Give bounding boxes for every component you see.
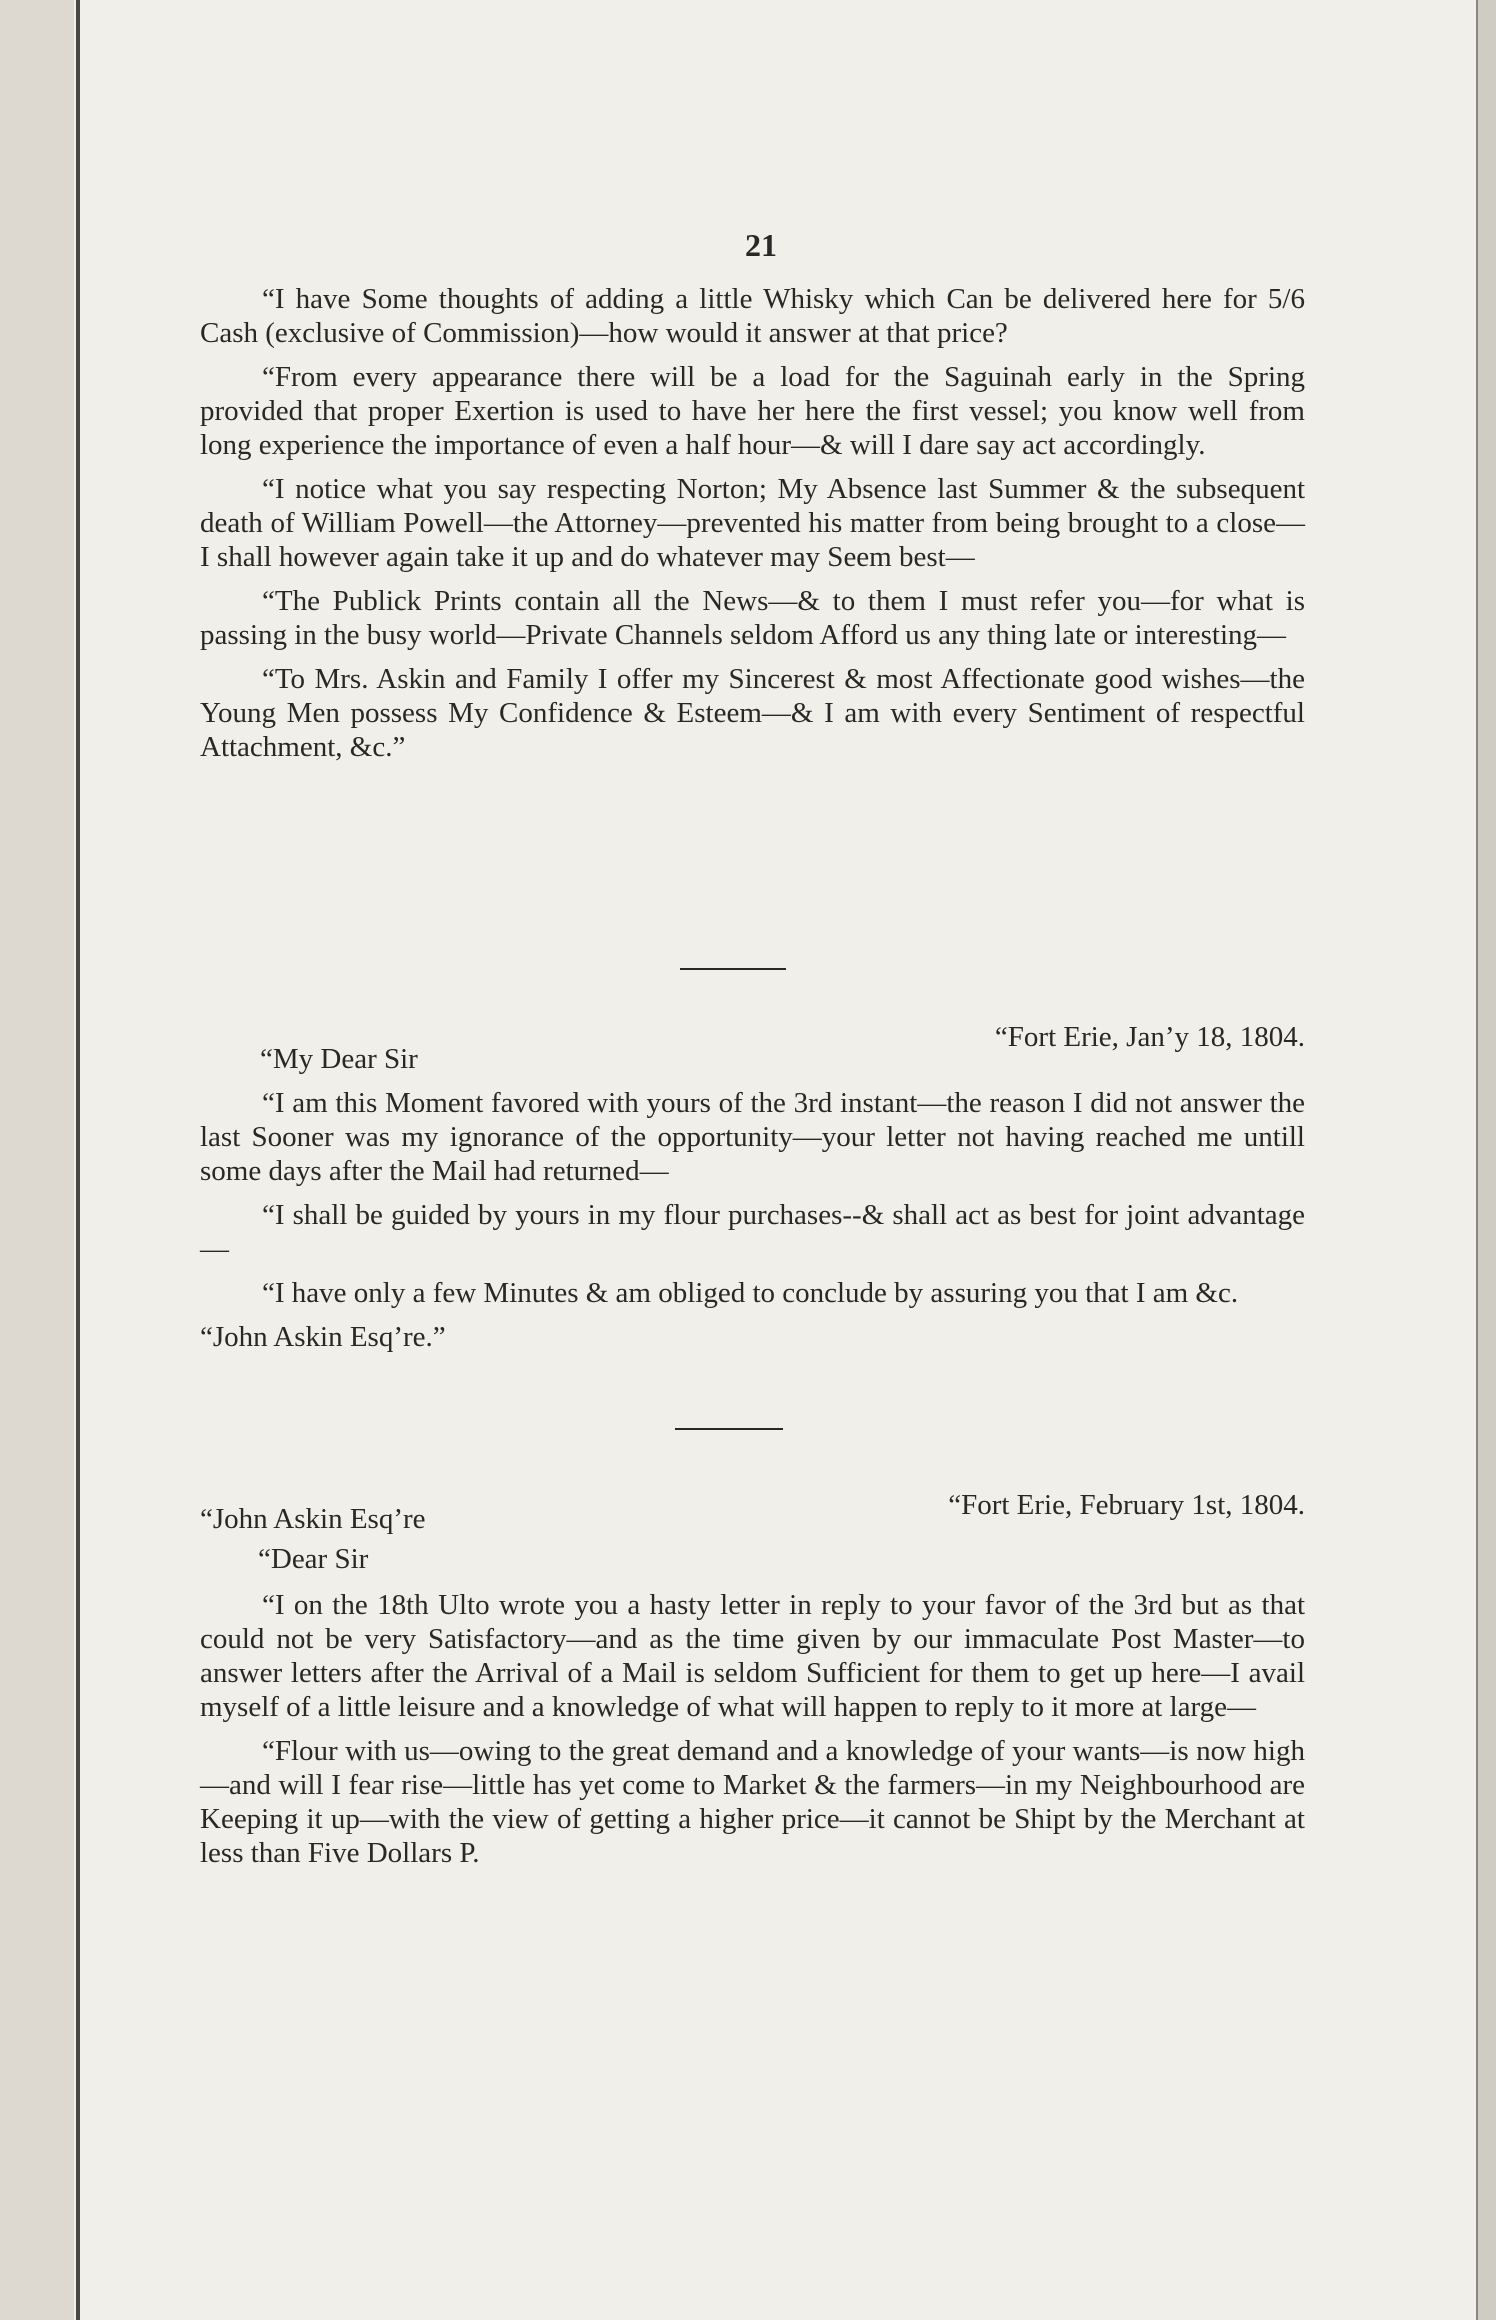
paragraph: “From every appearance there will be a load for the Saguinah early in the Spring provided that proper Exertion is used to have her here the first vessel; you know well from long experience the importance of even a half hour—& will I dare say act accordingly.	[200, 361, 1305, 461]
paragraph: “The Publick Prints contain all the News—& to them I must refer you—for what is passing in the busy world—Private Channels seldom Afford us any thing late or interesting—	[200, 585, 1305, 651]
paragraph: “I on the 18th Ulto wrote you a hasty letter in reply to your favor of the 3rd but as that could not be very Satisfactory—and as the time given by our immaculate Post Master—to answer letters after the Arrival of a Mail is seldom Sufficient for them to get up here—I avail myself of a little leisure and a knowledge of what will happen to reply to it more at large—	[200, 1589, 1305, 1723]
letter-2-body	[200, 1086, 1305, 1364]
letter-3-body	[200, 1588, 1305, 1880]
section-divider	[675, 1428, 783, 1430]
paragraph: “I have only a few Minutes & am obliged to conclude by assuring you that I am &c.	[262, 1277, 1239, 1309]
section-divider	[680, 968, 786, 970]
letter-2-salutation: “My Dear Sir	[260, 1043, 418, 1075]
letter-3-addressee: “John Askin Esq’re	[200, 1503, 426, 1535]
paragraph: “I have Some thoughts of adding a little Whisky which Can be delivered here for 5/6 Cash (exclusive of Commission)—how would it answer at that price?	[200, 283, 1305, 349]
letter-2-dateline: “Fort Erie, Jan’y 18, 1804.	[994, 1021, 1305, 1053]
letter-3-salutation: “Dear Sir	[258, 1543, 369, 1575]
paragraph: “I am this Moment favored with yours of the 3rd instant—the reason I did not answer the last Sooner was my ignorance of the opportunity—your letter not having reached me untill some days after the Mail had returned—	[200, 1087, 1305, 1187]
paragraph: “To Mrs. Askin and Family I offer my Sincerest & most Affectionate good wishes—the Young Men possess My Confidence & Esteem—& I am with every Sentiment of respectful Attachment, &c.”	[200, 663, 1305, 763]
letter-2-closing: “John Askin Esq’re.”	[200, 1321, 446, 1353]
paragraph: “I shall be guided by yours in my flour purchases--& shall act as best for joint advantage—	[200, 1199, 1305, 1265]
left-scan-margin	[0, 0, 74, 2320]
paragraph: “Flour with us—owing to the great demand and a knowledge of your wants—is now high—and will I fear rise—little has yet come to Market & the farmers—in my Neighbourhood are Keeping it up—with the view of getting a higher price—it cannot be Shipt by the Merchant at less than Five Dollars P.	[200, 1735, 1305, 1869]
letter-3-dateline: “Fort Erie, February 1st, 1804.	[948, 1489, 1305, 1521]
paragraph: “I notice what you say respecting Norton; My Absence last Summer & the subsequent death of William Powell—the Attorney—prevented his matter from being brought to a close—I shall however again take it up and do whatever may Seem best—	[200, 473, 1305, 573]
scanned-page: 21 “I have Some thoughts of adding a little Whisky which Can be delivered here for 5/6 Cash (exclusive of Commission)—how would it answer at that price? “From every appearance there will be a load for the Saguinah early in the Spring provided that proper Exertion is used to have her here the first vessel; you know well from long experience the importance of even a half hour—& will I dare say act accordingly. “I notice what you say respecting Norton; My Absence last Summer & the subsequent death of William Powell—the Attorney—prevented his matter from being brought to a close—I shall however again take it up and do whatever may Seem best— “The Publick Prints contain all the News—& to them I must refer you—for what is passing in the busy world—Private Channels seldom Afford us any thing late or interesting— “To Mrs. Askin and Family I offer my Sincerest & most Affectionate good wishes—the Young Men possess My Confidence & Esteem—& I am with every Sentiment of respectful Attachment, &c.” “Fort Erie, Jan’y 18, 1804. “My Dear Sir “I am this Moment favored with yours of the 3rd instant—the reason I did not answer the last Sooner was my ignorance of the opportunity—your letter not having reached me untill some days after the Mail had returned— “I shall be guided by yours in my flour purchases--& shall act as best for joint advantage— “I have only a few Minutes & am obliged to conclude by assuring you that I am &c. “John Askin Esq’re.” “Fort Erie, February 1st, 1804. “John Askin Esq’re “Dear Sir “I on the 18th Ulto wrote you a hasty letter in reply to your favor of the 3rd but as that could not be very Satisfactory—and as the time given by our immaculate Post Master—to answer letters after the Arrival of a Mail is seldom Sufficient for them to get up here—I avail myself of a little leisure and a knowledge of what will happen to reply to it more at large— “Flour with us—owing to the great demand and a knowledge of your wants—is now high—and will I fear rise—little has yet come to Market & the farmers—in my Neighbourhood are Keeping it up—with the view of getting a higher price—it cannot be Shipt by the Merchant at less than Five Dollars P.	[0, 0, 1496, 2320]
right-scan-margin	[1478, 0, 1496, 2320]
binding-edge	[76, 0, 80, 2320]
letter-1-body	[200, 282, 1305, 774]
